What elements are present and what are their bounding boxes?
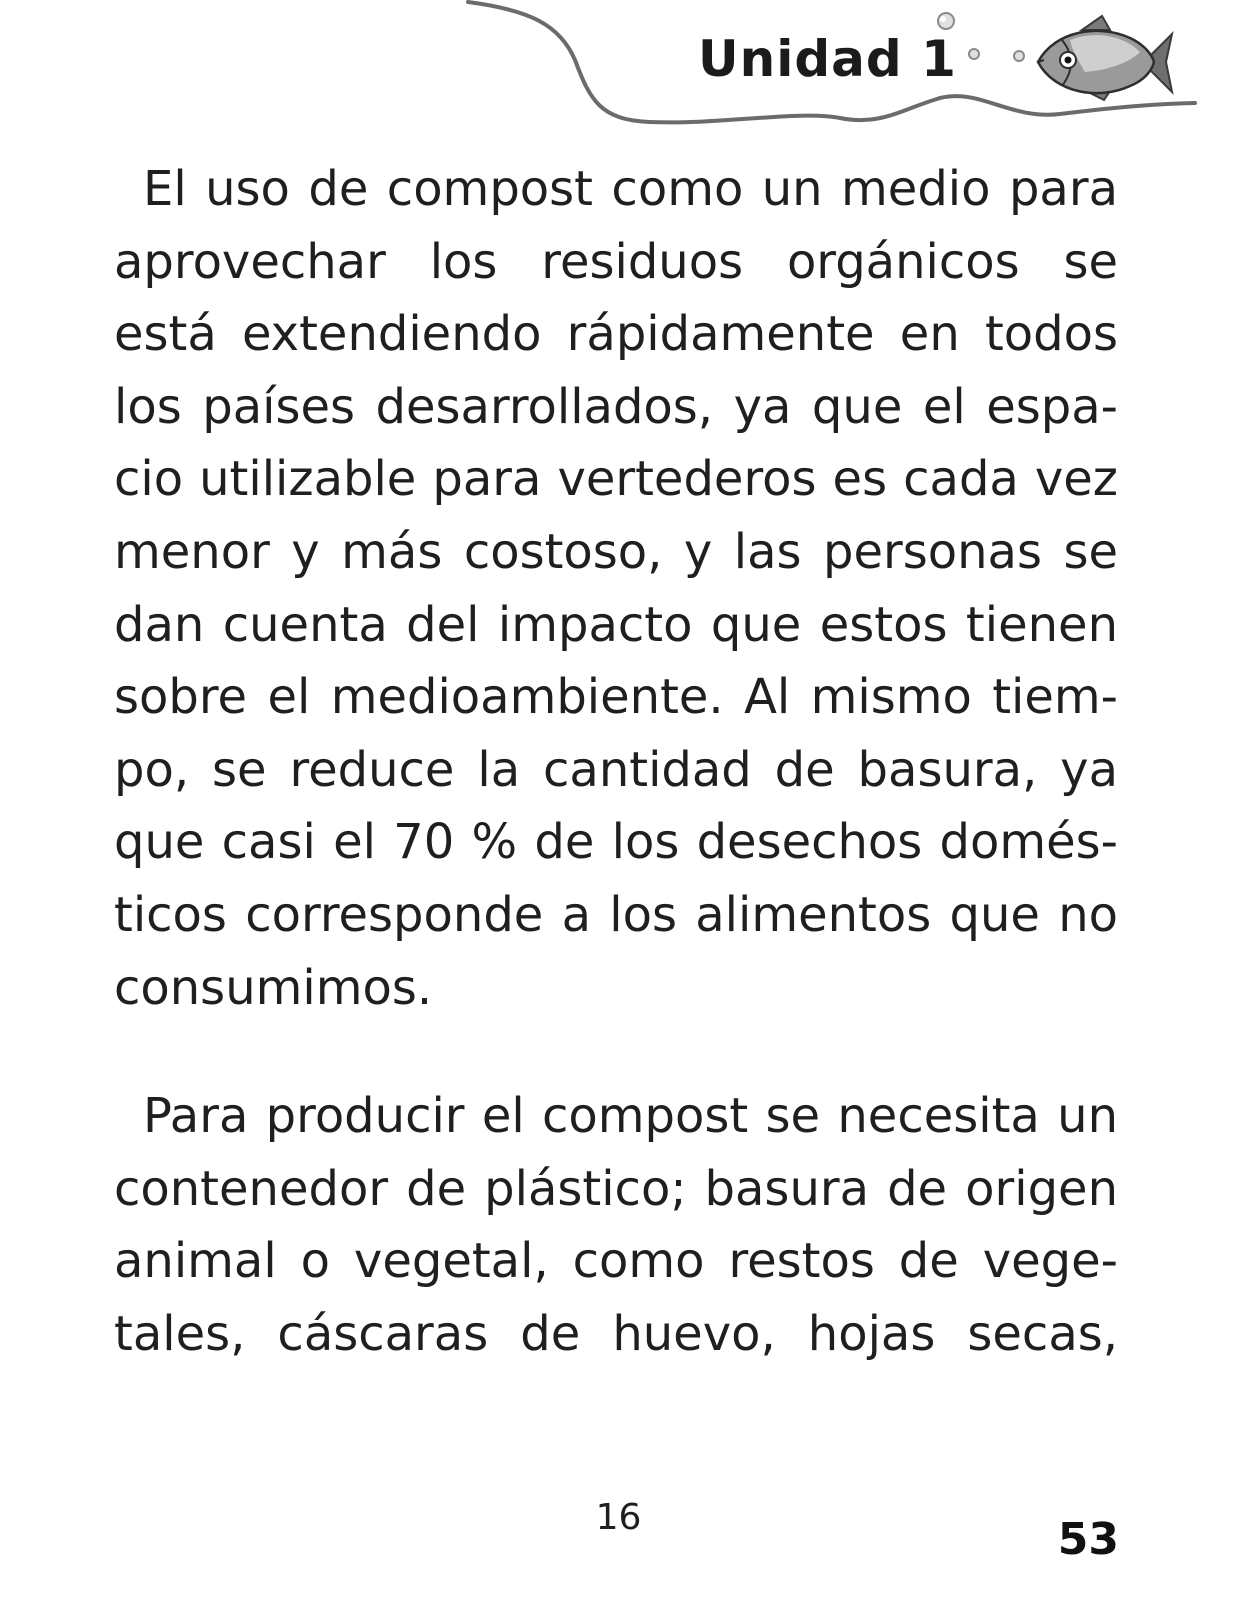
text-line: consumimos.	[114, 959, 433, 1016]
text-line: menor y más costoso, y las personas se	[114, 523, 1118, 580]
unit-title: Unidad 1	[698, 30, 957, 88]
text-line: dan cuenta del impacto que estos tienen	[114, 596, 1118, 653]
header-decoration	[0, 0, 1237, 160]
text-line: po, se reduce la cantidad de basura, ya	[114, 741, 1118, 798]
page-number: 53	[1057, 1514, 1119, 1565]
text-line: cio utilizable para vertederos es cada vez	[114, 451, 1118, 508]
footer-center-number: 16	[595, 1497, 642, 1538]
bubble-icon	[969, 49, 979, 59]
text-line: está extendiendo rápidamente en todos	[114, 306, 1118, 363]
paragraph-2	[114, 1080, 1118, 1370]
text-line: que casi el 70 % de los desechos domés-	[114, 814, 1118, 871]
text-line: animal o vegetal, como restos de vege-	[114, 1233, 1118, 1290]
text-line: tales, cáscaras de huevo, hojas secas,	[114, 1305, 1118, 1362]
text-line: ticos corresponde a los alimentos que no	[114, 886, 1118, 943]
paragraph-1	[114, 153, 1118, 1024]
text-line: aprovechar los residuos orgánicos se	[114, 233, 1118, 290]
bubble-icon	[1014, 51, 1024, 61]
text-line: El uso de compost como un medio para	[143, 161, 1118, 217]
text-line: los países desarrollados, ya que el espa-	[114, 378, 1118, 435]
text-line: sobre el medioambiente. Al mismo tiem-	[114, 669, 1118, 726]
bubble-icon	[938, 13, 954, 29]
text-line: Para producir el compost se necesita un	[143, 1088, 1118, 1144]
fish-icon	[1038, 16, 1172, 100]
text-line: contenedor de plástico; basura de origen	[114, 1160, 1118, 1217]
